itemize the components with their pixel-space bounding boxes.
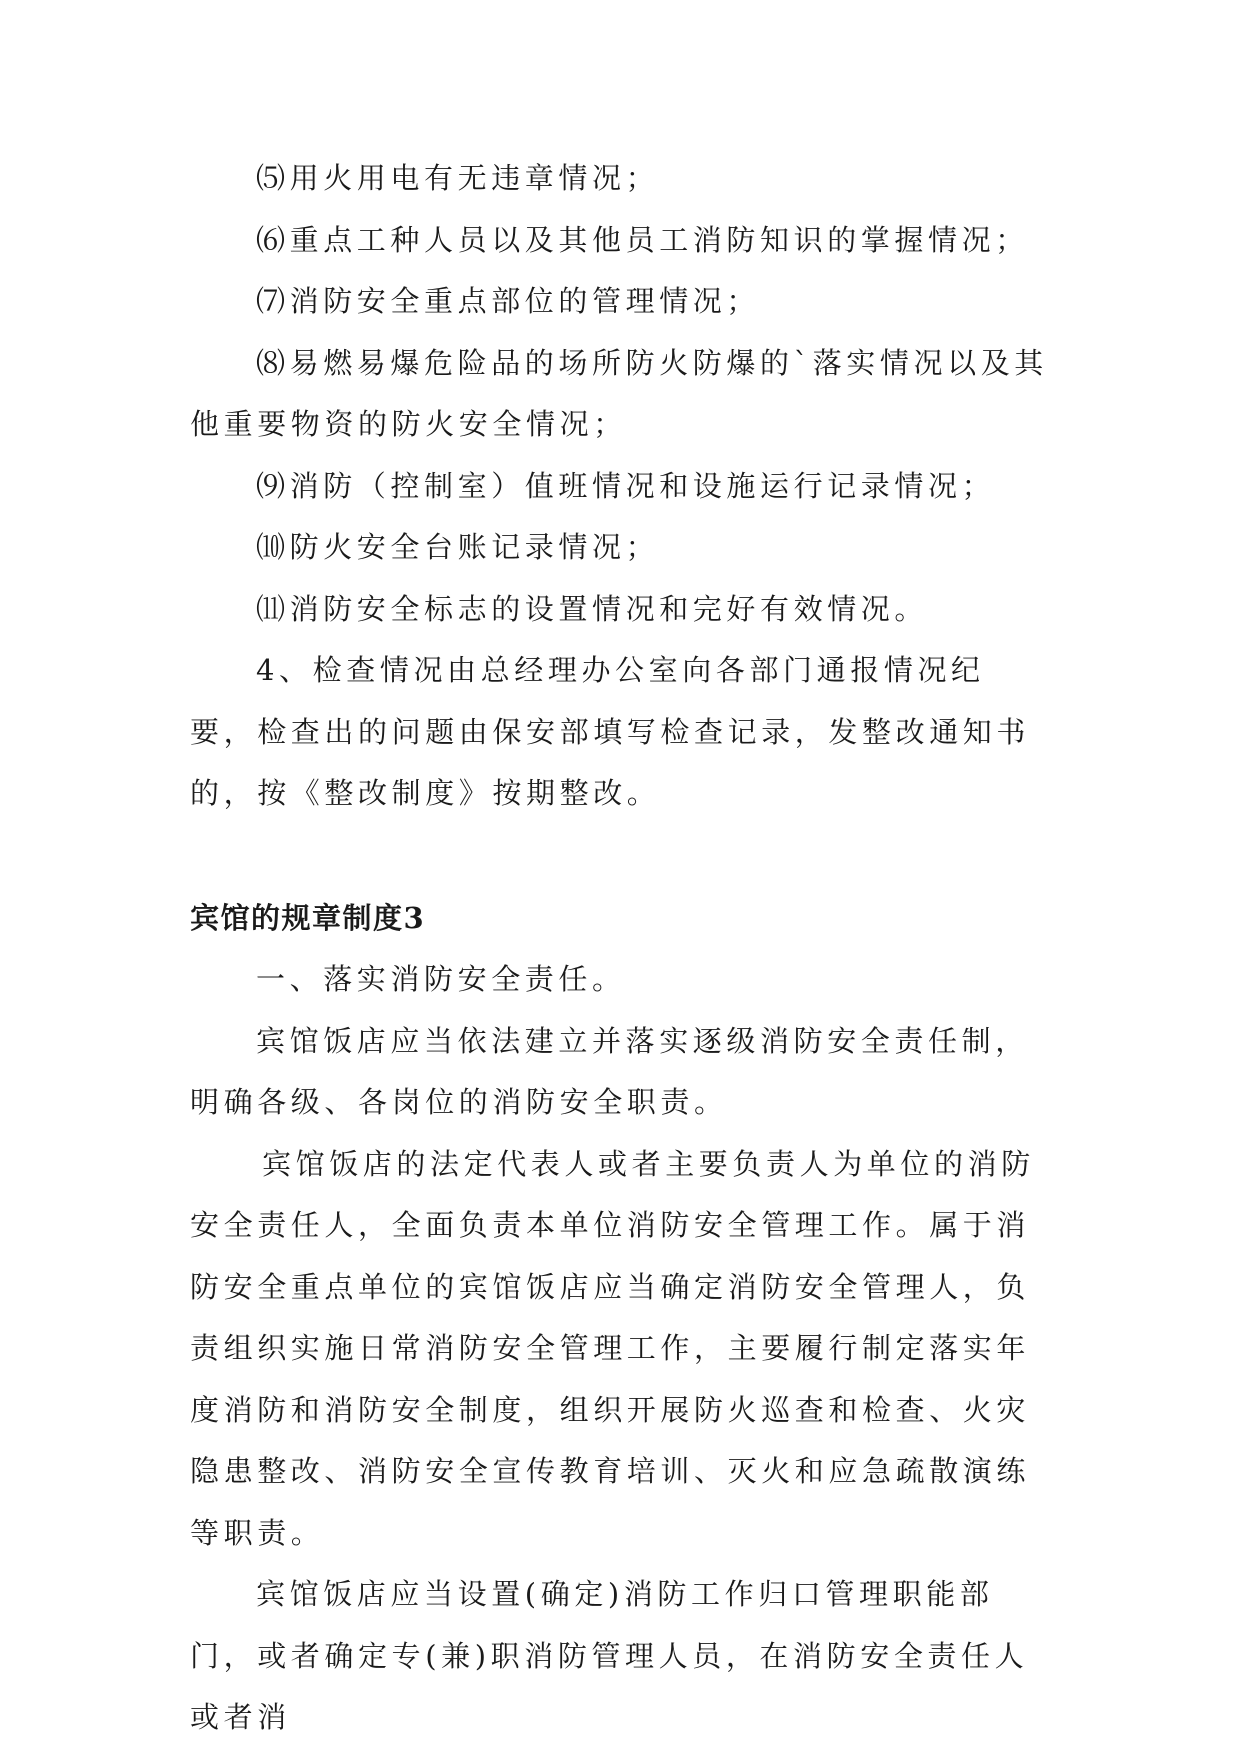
body-paragraph: 宾馆饭店应当依法建立并落实逐级消防安全责任制，明确各级、各岗位的消防安全职责。 [190, 1023, 1029, 1119]
list-item-9: ⑼消防（控制室）值班情况和设施运行记录情况； [256, 468, 996, 503]
body-paragraph: 宾馆饭店应当设置(确定)消防工作归口管理职能部门，或者确定专(兼)职消防管理人员，在消防安全责任人或者消 [190, 1577, 1029, 1734]
list-item-10: ⑽防火安全台账记录情况； [256, 530, 660, 564]
list-item-7: ⑺消防安全重点部位的管理情况； [256, 284, 761, 318]
section-heading: 一、落实消防安全责任。 [256, 962, 626, 996]
body-paragraph: 宾馆饭店的法定代表人或者主要负责人为单位的消防安全责任人，全面负责本单位消防安全管理工作。属于消防安全重点单位的宾馆饭店应当确定消防安全管理人，负责组织实施日常消防安全管理工作，主要履行制定落实年度消防和消防安全制度，组织开展防火巡查和检查、火灾隐患整改、消防安全宣传教育培训、灭火和应急疏散演练等职责。 [190, 1146, 1035, 1550]
section-title: 宾馆的规章制度3 [190, 900, 426, 935]
list-item-6: ⑹重点工种人员以及其他员工消防知识的掌握情况； [256, 222, 1029, 257]
list-item-8: ⑻易燃易爆危险品的场所防火防爆的`落实情况以及其他重要物资的防火安全情况； [190, 345, 1048, 441]
inspection-report-paragraph: 4、检查情况由总经理办公室向各部门通报情况纪要，检查出的问题由保安部填写检查记录，发整改通知书的，按《整改制度》按期整改。 [190, 653, 1031, 810]
list-item-5: ⑸用火用电有无违章情况； [256, 161, 660, 195]
list-item-11: ⑾消防安全标志的设置情况和完好有效情况。 [256, 591, 929, 626]
document-body [190, 148, 1050, 1749]
